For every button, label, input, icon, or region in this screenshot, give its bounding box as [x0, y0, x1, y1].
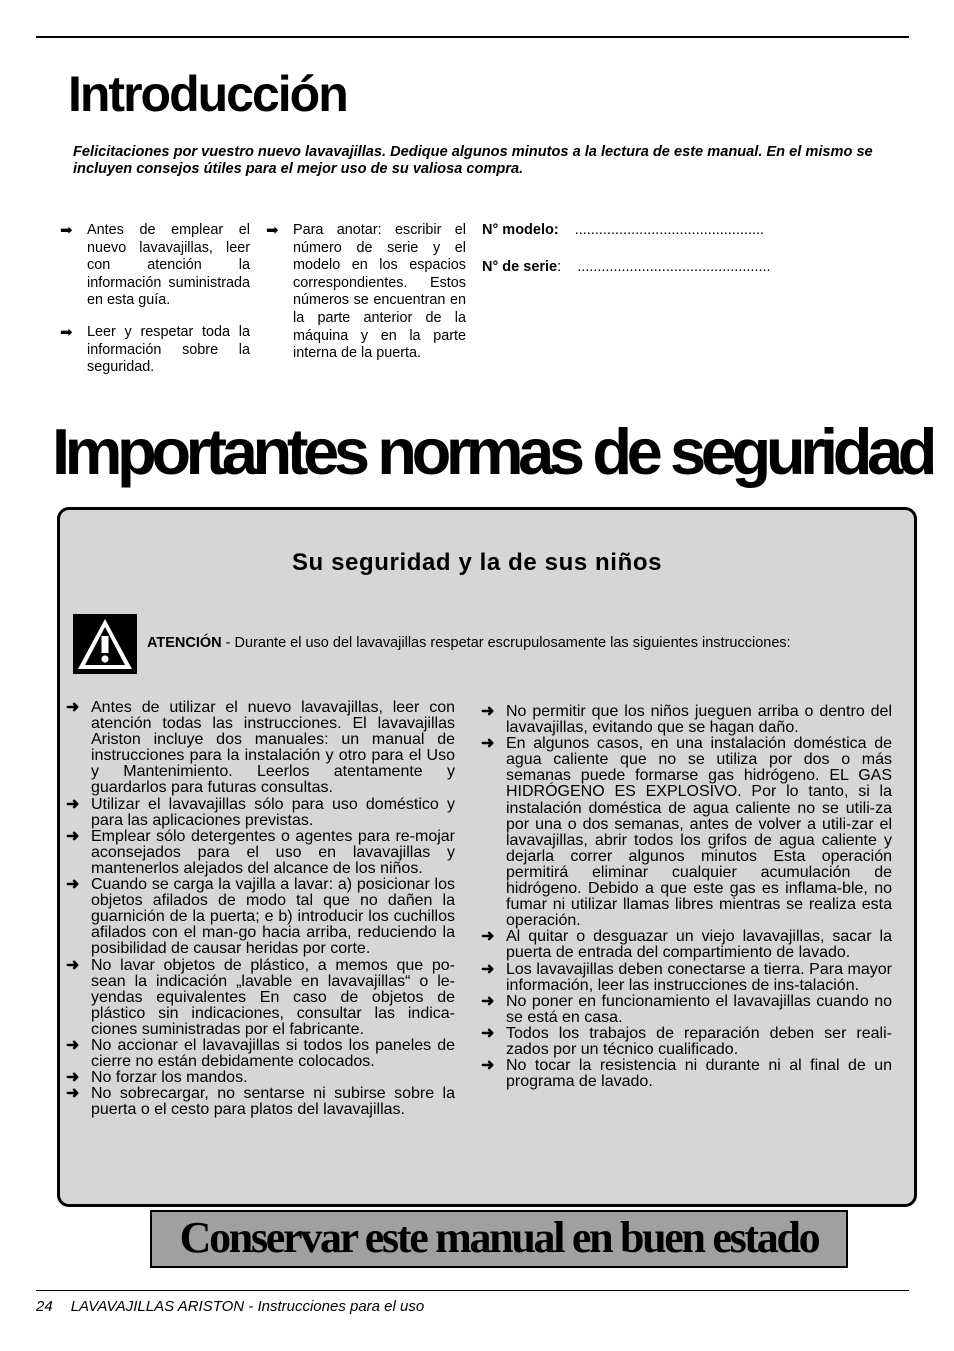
arrow-right-icon: ➜ — [66, 795, 80, 813]
safety-rule: ➜ No tocar la resistencia ni durante ni al final de un programa de lavado. — [481, 1057, 892, 1091]
safety-rule: ➜ No forzar los mandos. — [66, 1069, 248, 1087]
page-title: Introducción — [68, 66, 347, 122]
page-footer — [36, 1298, 424, 1315]
safety-rules-right — [481, 704, 892, 1090]
serial-blank: ................................................ — [577, 259, 771, 275]
hand-arrow-icon: ➡ — [60, 323, 73, 341]
arrow-right-icon: ➜ — [66, 699, 80, 716]
serial-label: N° de serie — [482, 259, 558, 275]
intro-bullet: ➡ Antes de emplear el nuevo lavavajillas, leer con atención la información suministrada en esta guía. — [60, 222, 250, 309]
arrow-right-icon: ➜ — [66, 1085, 80, 1103]
safety-rule: ➜ Al quitar o desguazar un viejo lavavajillas, sacar la puerta de entrada del compartimiento de lavado. — [481, 928, 892, 962]
safety-rule: ➜ No poner en funcionamiento el lavavajillas cuando no se está en casa. — [481, 992, 892, 1026]
arrow-right-icon: ➜ — [66, 956, 80, 974]
safety-rule: ➜ Emplear sólo detergentes o agentes para re-mojar aconsejados para el uso en lavavajillas y mantenerlos alejados del alcance de los niños. — [66, 827, 455, 877]
hand-arrow-icon: ➡ — [60, 222, 73, 239]
keep-manual-banner — [150, 1210, 848, 1268]
banner-text: Conservar este manual en buen estado — [179, 1213, 819, 1262]
model-number-field — [482, 222, 764, 238]
safety-rule: ➜ No sobrecargar, no sentarse ni subirse sobre la puerta o el cesto para platos del lavavajillas. — [66, 1085, 455, 1119]
safety-rule: ➜ Los lavavajillas deben conectarse a tierra. Para mayor información, leer las instrucciones de ins-talación. — [481, 960, 892, 994]
arrow-right-icon: ➜ — [481, 928, 495, 946]
arrow-right-icon: ➜ — [66, 876, 80, 894]
serial-number-field: N° de serie: ................................................ — [482, 259, 771, 275]
warning-label: ATENCIÓN — [147, 635, 222, 651]
footer-text: LAVAVAJILLAS ARISTON - Instrucciones para el uso — [70, 1298, 425, 1315]
arrow-right-icon: ➜ — [481, 1024, 495, 1042]
arrow-right-icon: ➜ — [481, 735, 495, 753]
warning-triangle-icon — [73, 614, 137, 674]
footer-rule — [36, 1290, 909, 1291]
safety-rule: ➜ No lavar objetos de plástico, a memos que po-sean la indicación „lavable en lavavajillas“ o le-yendas equivalentes En caso de objetos de plástico sin indicaciones, consultar las indica-ciones suministradas por el fabricante. — [66, 956, 455, 1038]
arrow-right-icon: ➜ — [66, 1069, 80, 1087]
safety-rule: ➜ En algunos casos, en una instalación doméstica de agua caliente que no se utiliza por dos o más semanas puede formarse gas hidrógeno. EL GAS HIDRÓGENO ES EXPLOSIVO. Por lo tanto, si la instalación doméstica de agua caliente no se utili-za por una o dos semanas, antes de volver a utili-zar el lavavajillas, abrir todos los grifos de agua caliente y dejarla correr algunos minutos Esta operación permitirá eliminar cualquier acumulación de hidrógeno. Debido a que este gas es inflama-ble, no fumar ni utilizar llamas libres mientras se realiza esta operación. — [481, 735, 892, 930]
safety-rule: ➜ No accionar el lavavajillas si todos los paneles de cierre no están debidamente colocados. — [66, 1036, 455, 1071]
top-rule — [36, 36, 909, 38]
arrow-right-icon: ➜ — [481, 703, 495, 720]
model-blank: ............................................... — [574, 222, 765, 238]
page-number: 24 — [36, 1298, 53, 1315]
intro-column-middle — [266, 222, 466, 377]
intro-paragraph: Felicitaciones por vuestro nuevo lavavajillas. Dedique algunos minutos a la lectura de este manual. En el mismo se incluyen consejos útiles para el mejor uso de su valiosa compra. — [73, 144, 873, 177]
safety-title: Importantes normas de seguridad — [52, 415, 933, 488]
safety-rule: ➜ No permitir que los niños jueguen arriba o dentro del lavavajillas, evitando que se hagan daño. — [481, 703, 892, 737]
warning-text: ATENCIÓN - Durante el uso del lavavajillas respetar escrupulosamente las siguientes instrucciones: — [147, 635, 791, 651]
arrow-right-icon: ➜ — [481, 992, 495, 1010]
arrow-right-icon: ➜ — [66, 827, 80, 845]
safety-rule: ➜ Cuando se carga la vajilla a lavar: a) posicionar los objetos afilados de modo tal que no dañen la guarnición de la puerta; e b) introducir los cuchillos afilados con el man-go hacia arriba, reduciendo la posibilidad de causar heridas por corte. — [66, 876, 455, 958]
arrow-right-icon: ➜ — [66, 1036, 80, 1054]
safety-rule: ➜ Utilizar el lavavajillas sólo para uso doméstico y para las aplicaciones previstas. — [66, 795, 455, 829]
safety-rule: ➜ Antes de utilizar el nuevo lavavajillas, leer con atención todas las instrucciones. El lavavajillas Ariston incluye dos manuales: un manual de instrucciones para la instalación y otro para el Uso y Mantenimiento. Leerlos atentamente y guardarlos para futuras consultas. — [66, 699, 455, 797]
safety-rules-left — [66, 700, 455, 1118]
intro-column-left — [60, 222, 250, 391]
safety-subtitle: Su seguridad y la de sus niños — [291, 549, 663, 576]
arrow-right-icon: ➜ — [481, 1057, 495, 1075]
arrow-right-icon: ➜ — [481, 960, 495, 978]
hand-arrow-icon: ➡ — [266, 222, 279, 239]
safety-rule: ➜ Todos los trabajos de reparación deben ser reali-zados por un técnico cualificado. — [481, 1024, 892, 1058]
intro-bullet: ➡ Para anotar: escribir el número de serie y el modelo en los espacios correspondientes. Estos números se encuentran en la parte anterior de la máquina y en la parte interna de la puerta. — [266, 222, 466, 362]
model-label: N° modelo: — [482, 222, 559, 238]
intro-bullet: ➡ Leer y respetar toda la información sobre la seguridad. — [60, 323, 250, 376]
